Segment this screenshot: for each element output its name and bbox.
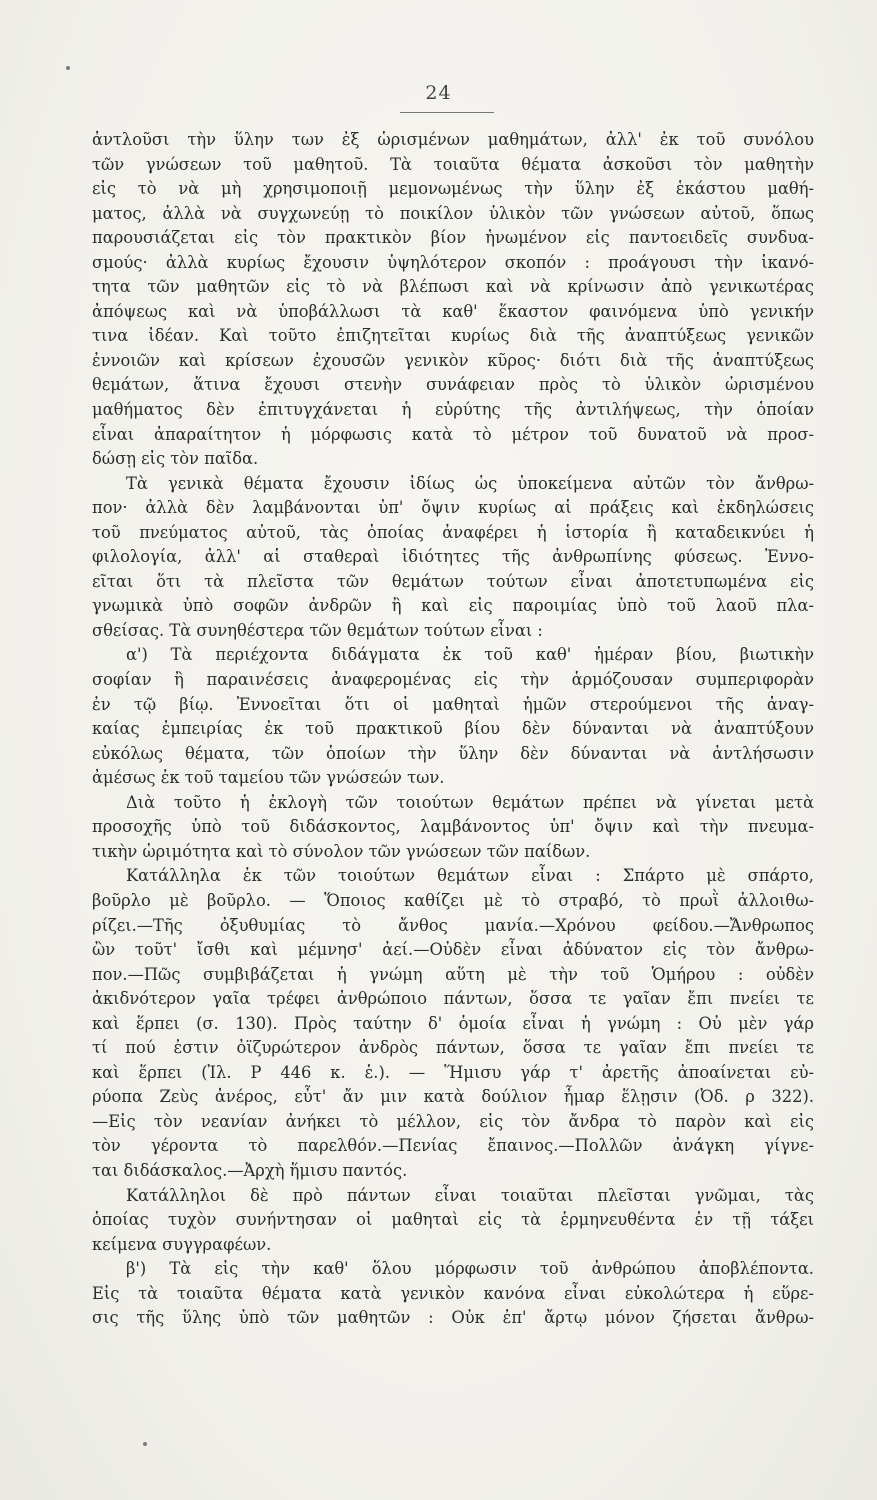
text-line: πον.—Πῶς συμβιβάζεται ἡ γνώμη αὕτη μὲ τὴν τοῦ Ὁμήρου : οὐδὲν: [92, 964, 814, 984]
text-line: τοῦ πνεύματος αὐτοῦ, τὰς ὁποίας ἀναφέρει ἡ ἱστορία ἢ καταδεικνύει ἡ: [92, 522, 814, 542]
text-line: τικὴν ὡριμότητα καὶ τὸ σύνολον τῶν γνώσεων τῶν παίδων.: [92, 841, 591, 861]
page-number: 24: [425, 82, 452, 104]
text-line: θεμάτων, ἅτινα ἔχουσι στενὴν συνάφειαν πρὸς τὸ ὑλικὸν ὡρισμένου: [92, 375, 814, 395]
text-line: Κατάλληλα ἐκ τῶν τοιούτων θεμάτων εἶναι : Σπάρτο μὲ σπάρτο,: [126, 866, 814, 886]
text-line: ματος, ἀλλὰ νὰ συγχωνεύῃ τὸ ποικίλον ὑλικὸν τῶν γνώσεων αὐτοῦ, ὅπως: [92, 203, 814, 223]
text-line: ἀπόψεως καὶ νὰ ὑποβάλλωσι τὰ καθ' ἕκαστον φαινόμενα ὑπὸ γενικήν: [92, 301, 814, 321]
text-line: καίας ἐμπειρίας ἐκ τοῦ πρακτικοῦ βίου δὲν δύνανται νὰ ἀναπτύξουν: [92, 719, 814, 739]
text-line: εῖται ὅτι τὰ πλεῖστα τῶν θεμάτων τούτων εἶναι ἀποτετυπωμένα εἰς: [92, 571, 814, 591]
text-line: εἶναι ἀπαραίτητον ἡ μόρφωσις κατὰ τὸ μέτρον τοῦ δυνατοῦ νὰ προσ-: [92, 424, 814, 444]
text-line: τινα ἰδέαν. Καὶ τοῦτο ἐπιζητεῖται κυρίως διὰ τῆς ἀναπτύξεως γενικῶν: [92, 326, 814, 346]
text-line: Διὰ τοῦτο ἡ ἐκλογὴ τῶν τοιούτων θεμάτων πρέπει νὰ γίνεται μετὰ: [126, 792, 814, 812]
text-line: τὸν γέροντα τὸ παρελθόν.—Πενίας ἔπαινος.—Πολλῶν ἀνάγκη γίγνε-: [92, 1136, 814, 1156]
text-line: τῶν γνώσεων τοῦ μαθητοῦ. Τὰ τοιαῦτα θέματα ἀσκοῦσι τὸν μαθητὴν: [92, 154, 814, 174]
text-line: ἀντλοῦσι τὴν ὕλην των ἐξ ὡρισμένων μαθημάτων, ἀλλ' ἐκ τοῦ συνόλου: [92, 130, 814, 149]
text-line: ἀμέσως ἐκ τοῦ ταμείου τῶν γνώσεών των.: [92, 768, 445, 788]
text-line: Τὰ γενικὰ θέματα ἔχουσιν ἰδίως ὡς ὑποκείμενα αὐτῶν τὸν ἄνθρω-: [126, 473, 814, 493]
body-text: [92, 128, 814, 1331]
text-line: ἐννοιῶν καὶ κρίσεων ἐχουσῶν γενικὸν κῦρος· διότι διὰ τῆς ἀναπτύξεως: [92, 350, 814, 370]
text-line: καὶ ἕρπει (σ. 130). Πρὸς ταύτην δ' ὁμοία εἶναι ἡ γνώμη : Οὐ μὲν γάρ: [92, 1013, 814, 1033]
text-line: τί πού ἐστιν ὀϊζυρώτερον ἀνδρὸς πάντων, ὅσσα τε γαῖαν ἔπι πνείει τε: [92, 1038, 814, 1058]
text-line: παρουσιάζεται εἰς τὸν πρακτικὸν βίον ἡνωμένον εἰς παντοειδεῖς συνδυα-: [92, 228, 814, 248]
text-line: εὐκόλως θέματα, τῶν ὁποίων τὴν ὕλην δὲν δύνανται νὰ ἀντλήσωσιν: [92, 743, 814, 763]
ink-speck: [143, 1442, 147, 1446]
text-line: ρύοπα Ζεὺς ἀνέρος, εὖτ' ἄν μιν κατὰ δούλιον ἦμαρ ἕλῃσιν (Ὀδ. ρ 322).: [92, 1087, 814, 1107]
text-line: καὶ ἕρπει (Ἰλ. Ρ 446 κ. ἑ.). — Ἥμισυ γάρ τ' ἀρετῆς ἀποαίνεται εὐ-: [92, 1062, 814, 1082]
page-number-rule: [400, 112, 494, 113]
text-line: προσοχῆς ὑπὸ τοῦ διδάσκοντος, λαμβάνοντος ὑπ' ὄψιν καὶ τὴν πνευμα-: [92, 817, 814, 837]
text-line: ὁποίας τυχὸν συνήντησαν οἱ μαθηταὶ εἰς τὰ ἑρμηνευθέντα ἐν τῇ τάξει: [92, 1210, 814, 1230]
text-line: δώσῃ εἰς τὸν παῖδα.: [92, 449, 259, 469]
text-line: γνωμικὰ ὑπὸ σοφῶν ἀνδρῶν ἢ καὶ εἰς παροιμίας ὑπὸ τοῦ λαοῦ πλα-: [92, 596, 814, 616]
text-line: Κατάλληλοι δὲ πρὸ πάντων εἶναι τοιαῦται πλεῖσται γνῶμαι, τὰς: [126, 1185, 814, 1205]
text-line: σις τῆς ὕλης ὑπὸ τῶν μαθητῶν : Οὐκ ἐπ' ἄρτῳ μόνον ζήσεται ἄνθρω-: [92, 1308, 814, 1328]
text-line: σθείσας. Τὰ συνηθέστερα τῶν θεμάτων τούτων εἶναι :: [92, 620, 543, 640]
text-line: φιλολογία, ἀλλ' αἱ σταθεραὶ ἰδιότητες τῆς ἀνθρωπίνης φύσεως. Ἐννο-: [92, 547, 814, 567]
text-line: ἀκιδνότερον γαῖα τρέφει ἀνθρώποιο πάντων, ὅσσα τε γαῖαν ἔπι πνείει τε: [92, 989, 814, 1009]
ink-speck: [66, 66, 70, 70]
text-line: μαθήματος δὲν ἐπιτυγχάνεται ἡ εὐρύτης τῆς ἀντιλήψεως, τὴν ὁποίαν: [92, 400, 814, 420]
text-line: σμούς· ἀλλὰ κυρίως ἔχουσιν ὑψηλότερον σκοπόν : προάγουσι τὴν ἱκανό-: [92, 252, 814, 272]
text-line: ὢν τοῦτ' ἴσθι καὶ μέμνησ' ἀεί.—Οὐδὲν εἶναι ἀδύνατον εἰς τὸν ἄνθρω-: [92, 940, 814, 960]
text-line: Εἰς τὰ τοιαῦτα θέματα κατὰ γενικὸν κανόνα εἶναι εὐκολώτερα ἡ εὕρε-: [92, 1283, 814, 1303]
text-line: κείμενα συγγραφέων.: [92, 1234, 272, 1254]
text-line: —Εἰς τὸν νεανίαν ἀνήκει τὸ μέλλον, εἰς τὸν ἄνδρα τὸ παρὸν καὶ εἰς: [92, 1111, 814, 1131]
text-line: τητα τῶν μαθητῶν εἰς τὸ νὰ βλέπωσι καὶ νὰ κρίνωσιν ἀπὸ γενικωτέρας: [92, 277, 814, 297]
text-line: ται διδάσκαλος.—Ἀρχὴ ἥμισυ παντός.: [92, 1160, 408, 1180]
text-line: σοφίαν ἢ παραινέσεις ἀναφερομένας εἰς τὴν ἁρμόζουσαν συμπεριφορὰν: [92, 670, 814, 690]
text-line: β') Τὰ εἰς τὴν καθ' ὅλου μόρφωσιν τοῦ ἀνθρώπου ἀποβλέποντα.: [126, 1259, 814, 1279]
text-line: πον· ἀλλὰ δὲν λαμβάνονται ὑπ' ὄψιν κυρίως αἱ πράξεις καὶ ἐκδηλώσεις: [92, 498, 814, 518]
text-line: ἐν τῷ βίῳ. Ἐννοεῖται ὅτι οἱ μαθηταὶ ἡμῶν στερούμενοι τῆς ἀναγ-: [92, 694, 814, 714]
text-line: εἰς τὸ νὰ μὴ χρησιμοποιῇ μεμονωμένως τὴν ὕλην ἐξ ἑκάστου μαθή-: [92, 179, 814, 199]
text-line: βοῦρλο μὲ βοῦρλο. — Ὅποιος καθίζει μὲ τὸ στραβό, τὸ πρωῒ ἀλλοιθω-: [92, 890, 814, 910]
text-line: ρίζει.—Τῆς ὀξυθυμίας τὸ ἄνθος μανία.—Χρόνου φείδου.—Ἄνθρωπος: [92, 915, 814, 935]
text-line: α') Τὰ περιέχοντα διδάγματα ἐκ τοῦ καθ' ἡμέραν βίου, βιωτικὴν: [126, 645, 814, 665]
